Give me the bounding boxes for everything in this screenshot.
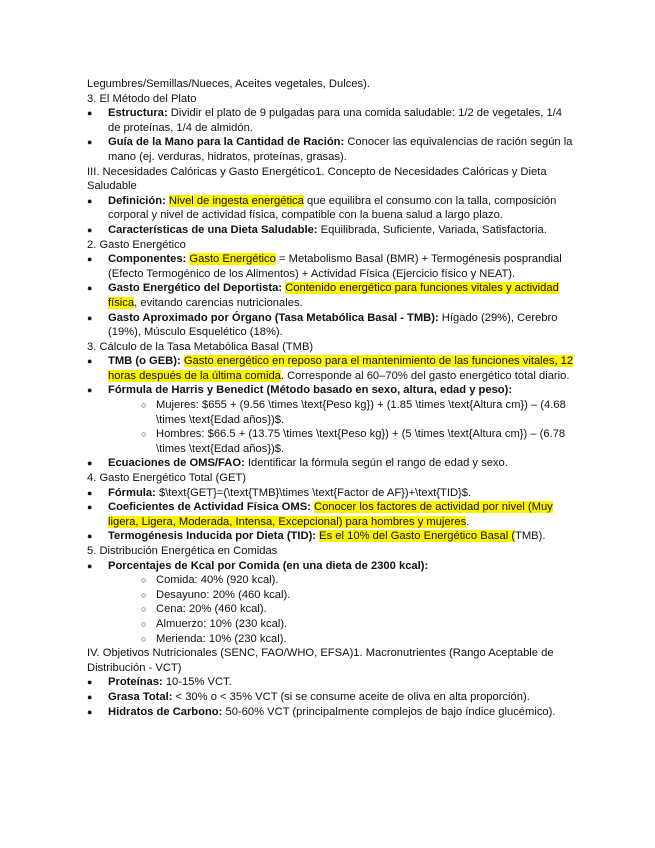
bullet-label: Fórmula de Harris y Benedict (Método basado en sexo, altura, edad y peso): bbox=[108, 384, 513, 397]
bullet-item bbox=[87, 135, 577, 164]
bullet-label: Componentes: bbox=[108, 253, 187, 266]
sub-list bbox=[108, 398, 577, 456]
bullet-list bbox=[87, 106, 577, 164]
bullet-label: Grasa Total: bbox=[108, 690, 173, 703]
bullet-item bbox=[87, 106, 577, 135]
bullet-item bbox=[87, 705, 577, 720]
bullet-text: . Corresponde al 60–70% del gasto energético total diario. bbox=[280, 369, 570, 382]
section-heading: IV. Objetivos Nutricionales (SENC, FAO/WHO, EFSA)1. Macronutrientes (Rango Aceptable de Distribución - VCT) bbox=[87, 647, 554, 674]
bullet-label: Definición: bbox=[108, 194, 166, 207]
meal-item: ○ Comida: 40% (920 kcal). bbox=[108, 573, 577, 588]
bullet-item bbox=[87, 383, 577, 456]
sub-item: ○ Mujeres: $655 + (9.56 \times \text{Peso kg}) + (1.85 \times \text{Altura cm}) – (4.68 \times \text{Edad años})$. bbox=[108, 398, 577, 427]
highlighted-text: Contenido energético para funciones vitales y actividad física bbox=[108, 282, 559, 309]
bullet-label: Gasto Energético del Deportista: bbox=[108, 282, 283, 295]
meal-item: ○ Merienda: 10% (230 kcal). bbox=[108, 632, 577, 647]
bullet-item bbox=[87, 252, 577, 281]
bullet-label: Hidratos de Carbono: bbox=[108, 705, 223, 718]
text-line: Legumbres/Semillas/Nueces, Aceites vegetales, Dulces). bbox=[87, 78, 370, 90]
bullet-item bbox=[87, 194, 577, 223]
section-heading: 3. El Método del Plato bbox=[87, 92, 197, 105]
bullet-item bbox=[87, 223, 577, 238]
bullet-label: Guía de la Mano para la Cantidad de Ración: bbox=[108, 136, 345, 149]
highlighted-text: Gasto energético en reposo para el mantenimiento de las funciones vitales, 12 horas después de la última comida bbox=[108, 355, 574, 382]
bullet-item bbox=[87, 690, 577, 705]
bullet-list bbox=[87, 194, 577, 238]
bullet-text: 50-60% VCT (principalmente complejos de bajo índice glucémico). bbox=[222, 705, 556, 718]
highlighted-text: Gasto Energético bbox=[189, 253, 276, 266]
meal-item: ○ Cena: 20% (460 kcal). bbox=[108, 602, 577, 617]
meal-list bbox=[108, 573, 577, 646]
bullet-list bbox=[87, 486, 577, 544]
bullet-list bbox=[87, 675, 577, 719]
section-heading: 5. Distribución Energética en Comidas bbox=[87, 545, 278, 557]
bullet-item bbox=[87, 354, 577, 383]
bullet-label: Estructura: bbox=[108, 107, 168, 120]
section-heading: 3. Cálculo de la Tasa Metabólica Basal (TMB) bbox=[87, 340, 314, 353]
document-body bbox=[87, 77, 577, 719]
bullet-text: 10-15% VCT. bbox=[162, 676, 232, 689]
bullet-label: Proteínas: bbox=[108, 676, 163, 689]
bullet-item bbox=[87, 486, 577, 501]
bullet-label: TMB (o GEB): bbox=[108, 355, 181, 368]
bullet-text: Equilibrada, Suficiente, Variada, Satisfactoria. bbox=[317, 223, 547, 236]
bullet-label: Porcentajes de Kcal por Comida (en una dieta de 2300 kcal): bbox=[108, 559, 429, 572]
bullet-list bbox=[87, 354, 577, 471]
bullet-item bbox=[87, 311, 577, 340]
bullet-label: Fórmula: bbox=[108, 486, 156, 499]
bullet-label: Coeficientes de Actividad Física OMS: bbox=[108, 501, 311, 514]
bullet-item bbox=[87, 675, 577, 690]
bullet-text: TMB). bbox=[515, 530, 546, 543]
highlighted-text: Es el 10% del Gasto Energético Basal ( bbox=[319, 530, 516, 543]
bullet-text: Dividir el plato de 9 pulgadas para una comida saludable: 1/2 de vegetales, 1/4 de proteínas, 1/4 de almidón. bbox=[108, 107, 562, 134]
section-heading: 4. Gasto Energético Total (GET) bbox=[87, 472, 246, 485]
bullet-list bbox=[87, 252, 577, 340]
bullet-item bbox=[87, 529, 577, 544]
section-heading: 2. Gasto Energético bbox=[87, 238, 186, 251]
bullet-text: = Metabolismo Basal (BMR) + Termogénesis posprandial (Efecto Termogénico de los Alimentos) + Actividad Física (Ejercicio físico y NEAT). bbox=[108, 253, 562, 280]
bullet-item bbox=[87, 456, 577, 471]
bullet-item bbox=[87, 559, 577, 647]
bullet-text: Conocer las equivalencias de ración según la mano (ej. verduras, hidratos, proteínas, grasas). bbox=[108, 136, 573, 163]
meal-item: ○ Almuerzo: 10% (230 kcal). bbox=[108, 617, 577, 632]
bullet-label: Termogénesis Inducida por Dieta (TID): bbox=[108, 530, 317, 543]
highlighted-text: Conocer los factores de actividad por nivel (Muy ligera, Ligera, Moderada, Intensa, Excepcional) para hombres y mujeres bbox=[108, 501, 553, 528]
bullet-text: Hígado (29%), Cerebro (19%), Músculo Esquelético (18%). bbox=[108, 311, 558, 339]
meal-item: ○ Desayuno: 20% (460 kcal). bbox=[108, 588, 577, 603]
bullet-list bbox=[87, 559, 577, 647]
bullet-text: < 30% o < 35% VCT (si se consume aceite de oliva en alta proporción). bbox=[172, 690, 530, 703]
bullet-item bbox=[87, 500, 577, 529]
bullet-text: . bbox=[466, 515, 470, 528]
sub-item: ○ Hombres: $66.5 + (13.75 \times \text{Peso kg}) + (5 \times \text{Altura cm}) – (6.78 \times \text{Edad años})$. bbox=[108, 427, 577, 456]
bullet-label: Gasto Aproximado por Órgano (Tasa Metabólica Basal - TMB): bbox=[108, 311, 439, 324]
bullet-text: $\text{GET}=(\text{TMB}\times \text{Factor de AF})+\text{TID}$. bbox=[155, 486, 472, 499]
bullet-text: que equilibra el consumo con la talla, composición corporal y nivel de actividad física, compatible con la buena salud a largo plazo. bbox=[108, 194, 557, 222]
bullet-item bbox=[87, 281, 577, 310]
section-heading: III. Necesidades Calóricas y Gasto Energético1. Concepto de Necesidades Calóricas y Dieta Saludable bbox=[87, 165, 547, 193]
bullet-text: , evitando carencias nutricionales. bbox=[134, 296, 303, 309]
bullet-label: Características de una Dieta Saludable: bbox=[108, 223, 318, 236]
bullet-label: Ecuaciones de OMS/FAO: bbox=[108, 457, 245, 470]
bullet-text: Identificar la fórmula según el rango de edad y sexo. bbox=[244, 457, 508, 470]
highlighted-text: Nivel de ingesta energética bbox=[168, 194, 304, 207]
